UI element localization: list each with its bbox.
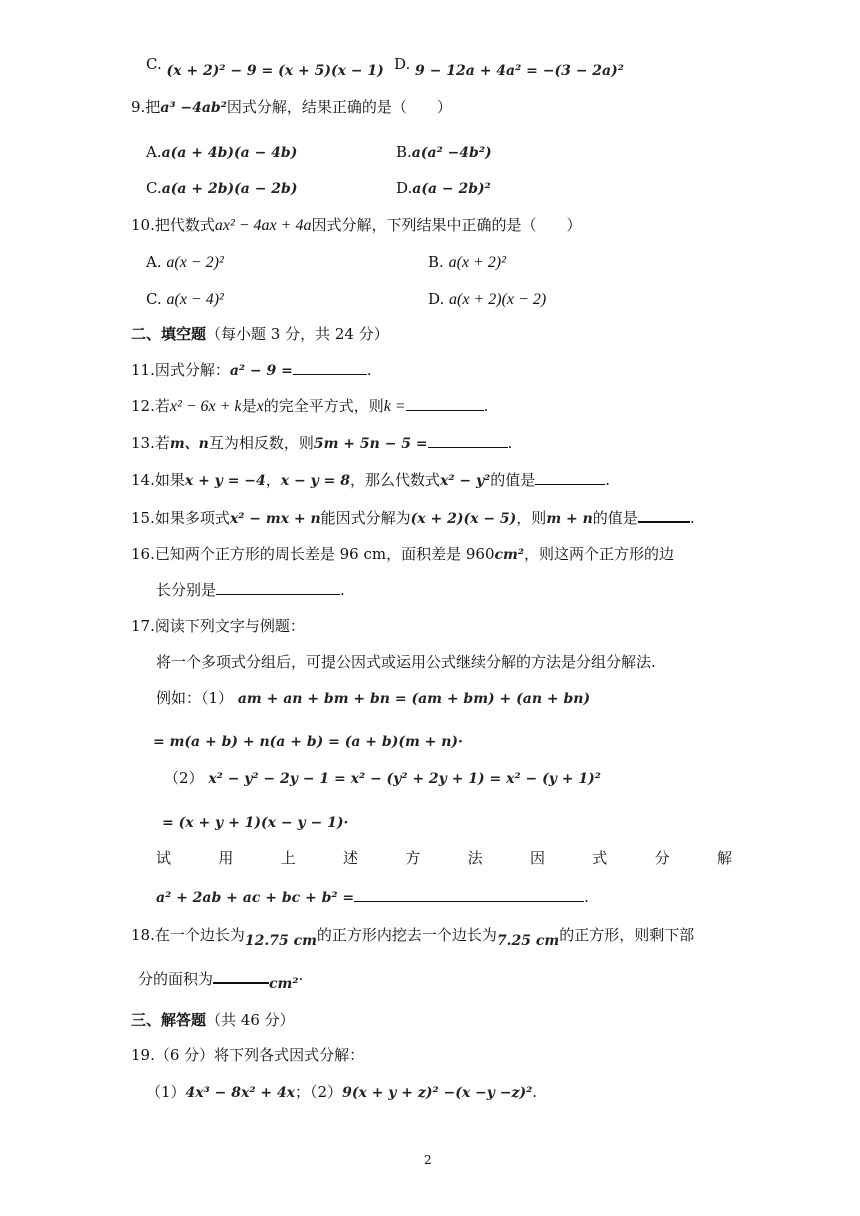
answer-blank[interactable]	[354, 887, 584, 902]
q10-option-d: D. a(x + 2)(x − 2)	[428, 290, 547, 308]
question-16-line-2: 长分别是 .	[156, 581, 345, 599]
math-expression: a³ −4ab²	[160, 100, 227, 116]
question-19-parts: （1）4x³ − 8x² + 4x；（2）9(x + y + z)² −(x −y −z)².	[146, 1083, 537, 1101]
example-2: （2） x² − y² − 2y − 1 = x² − (y² + 2y + 1) = x² − (y + 1)²	[164, 769, 601, 787]
question-16: 16.已知两个正方形的周长差是 96 cm，面积差是 960cm²，则这两个正方形的边	[131, 545, 675, 563]
question-17-task-expression: a² + 2ab + ac + bc + b² = .	[156, 888, 589, 906]
q9-option-a: A.a(a + 4b)(a − 4b)	[146, 143, 298, 161]
q10-option-c: C. a(x − 4)²	[146, 290, 224, 308]
answer-blank[interactable]	[428, 433, 508, 448]
q10-option-a: A. a(x − 2)²	[146, 253, 224, 271]
math-expression: ax² − 4ax + 4a	[214, 217, 312, 234]
q9-option-b: B.a(a² −4b²)	[396, 143, 492, 161]
section-3-heading: 三、解答题（共 46 分）	[131, 1011, 295, 1029]
example-1: 例如：（1） am + an + bm + bn = (am + bm) + (an + bn)	[156, 689, 591, 707]
question-13: 13.若m、n互为相反数，则5m + 5n − 5 = .	[131, 434, 513, 452]
answer-blank[interactable]	[216, 580, 340, 595]
answer-blank[interactable]	[638, 507, 690, 523]
question-17-title: 17.阅读下列文字与例题：	[131, 617, 305, 635]
q8-option-c	[146, 55, 384, 81]
option-label: D.	[394, 55, 411, 73]
math-expression: 9 − 12a + 4a² = −(3 − 2a)²	[415, 63, 624, 79]
q10-option-b: B. a(x + 2)²	[428, 253, 506, 271]
q9-option-d: D.a(a − 2b)²	[396, 179, 491, 197]
question-18-line-2: 分的面积为 cm²·	[138, 970, 304, 992]
question-15: 15.如果多项式x² − mx + n能因式分解为(x + 2)(x − 5)，则m + n的值是 .	[131, 509, 695, 527]
question-19-title: 19.（6 分）将下列各式因式分解：	[131, 1046, 365, 1064]
example-1-continued: = m(a + b) + n(a + b) = (a + b)(m + n)·	[153, 734, 463, 750]
math-expression: (x + 2)² − 9 = (x + 5)(x − 1)	[166, 63, 384, 79]
section-2-heading: 二、填空题（每小题 3 分，共 24 分）	[131, 325, 389, 343]
q8-option-d	[394, 55, 624, 81]
question-12: 12.若x² − 6x + k是x的完全平方式，则k = .	[131, 397, 489, 415]
question-10: 10.把代数式ax² − 4ax + 4a因式分解，下列结果中正确的是（ ）	[131, 216, 582, 234]
answer-blank[interactable]	[293, 360, 367, 375]
option-label: C.	[146, 55, 162, 73]
question-9: 9.把a³ −4ab²因式分解，结果正确的是（ ）	[131, 98, 452, 116]
question-14: 14.如果x + y = −4，x − y = 8，那么代数式x² − y²的值是 .	[131, 471, 611, 489]
question-11: 11.因式分解：a² − 9 = .	[131, 361, 372, 379]
example-2-continued: = (x + y + 1)(x − y − 1)·	[162, 815, 349, 831]
question-17-task-line: 试 用 上 述 方 法 因 式 分 解	[156, 849, 732, 867]
answer-blank[interactable]	[535, 470, 605, 485]
question-18: 18.在一个边长为12.75 cm的正方形内挖去一个边长为7.25 cm的正方形，则剩下部	[131, 926, 695, 949]
q9-option-c: C.a(a + 2b)(a − 2b)	[146, 179, 298, 197]
question-17-description: 将一个多项式分组后，可提公因式或运用公式继续分解的方法是分组分解法.	[156, 653, 656, 671]
answer-blank[interactable]	[406, 396, 484, 411]
page-number: 2	[424, 1153, 432, 1167]
answer-blank[interactable]	[213, 968, 269, 984]
